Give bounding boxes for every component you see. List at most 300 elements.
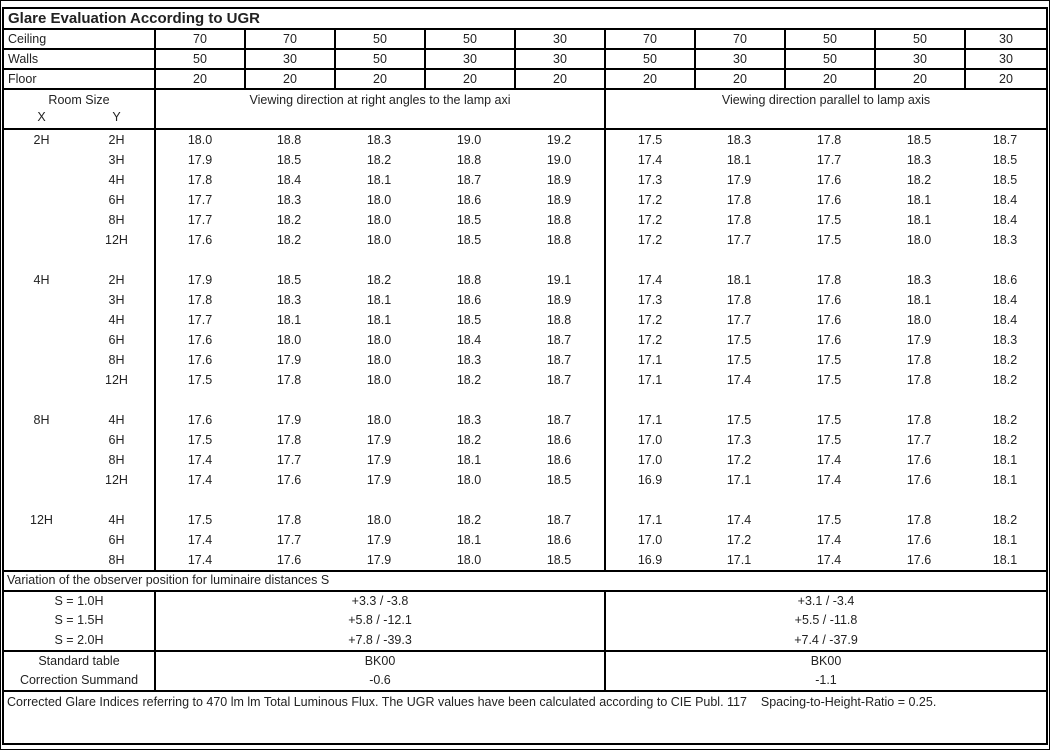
ugr-value: 17.2 [604, 210, 694, 230]
s-row [4, 631, 1046, 650]
ugr-value: 18.7 [546, 373, 572, 387]
data-row [4, 370, 1046, 390]
ugr-value: 18.8 [456, 153, 482, 167]
ugr-value: 18.2 [992, 413, 1018, 427]
ugr-value: 17.7 [276, 533, 302, 547]
ugr-value: 17.6 [906, 473, 932, 487]
ugr-value: 17.4 [154, 550, 244, 570]
right-heading: Viewing direction parallel to lamp axis [604, 90, 1046, 128]
surface-value: 30 [514, 30, 604, 48]
ugr-value: 17.9 [154, 270, 244, 290]
ugr-value: 18.9 [546, 193, 572, 207]
ugr-value: 18.5 [546, 473, 572, 487]
spacer [874, 390, 964, 410]
surface-value: 30 [964, 30, 1046, 48]
room-y: 12H [105, 373, 128, 387]
s-rows [4, 592, 1046, 652]
ugr-value: 18.2 [992, 373, 1018, 387]
ugr-value: 18.8 [546, 233, 572, 247]
data-row [4, 230, 1046, 250]
data-row [4, 130, 1046, 150]
ugr-value: 18.1 [906, 213, 932, 227]
ugr-value: 17.4 [816, 553, 842, 567]
correction-label: Correction Summand [19, 673, 139, 687]
ugr-value: 17.6 [816, 333, 842, 347]
ugr-value: 17.6 [276, 473, 302, 487]
ugr-value: 18.1 [726, 153, 752, 167]
ugr-value: 17.9 [366, 453, 392, 467]
surface-value: 50 [784, 30, 874, 48]
ugr-value: 18.6 [992, 273, 1018, 287]
spacer [604, 250, 694, 270]
room-y: 6H [108, 193, 125, 207]
ugr-value: 17.6 [276, 553, 302, 567]
surface-value: 50 [334, 50, 424, 68]
ugr-value: 18.9 [546, 293, 572, 307]
room-x [4, 370, 79, 390]
ugr-value: 17.4 [816, 453, 842, 467]
ugr-value: 17.4 [154, 470, 244, 490]
room-x: 2H [33, 133, 50, 147]
ugr-value: 19.0 [546, 153, 572, 167]
ugr-value: 17.6 [906, 453, 932, 467]
ugr-value: 17.5 [154, 430, 244, 450]
ugr-value: 17.8 [816, 133, 842, 147]
correction-row [4, 671, 1046, 690]
s-label: S = 2.0H [54, 632, 104, 647]
ugr-value: 17.5 [816, 353, 842, 367]
s-label: S = 1.5H [54, 613, 104, 628]
ugr-value: 18.0 [366, 373, 392, 387]
spacer [244, 490, 334, 510]
room-y: 4H [108, 513, 125, 527]
ugr-value: 18.3 [726, 133, 752, 147]
surface-value: 20 [694, 70, 784, 88]
s-right-value: +5.5 / -11.8 [604, 611, 1046, 630]
spacer-row [4, 490, 1046, 510]
ugr-value: 19.2 [546, 133, 572, 147]
ugr-value: 17.7 [906, 433, 932, 447]
s-left-value: +5.8 / -12.1 [154, 611, 604, 630]
ugr-value: 17.2 [604, 330, 694, 350]
ugr-value: 18.3 [906, 153, 932, 167]
ugr-value: 17.7 [816, 153, 842, 167]
ugr-value: 17.7 [154, 310, 244, 330]
surface-rows [4, 30, 1046, 90]
ugr-value: 18.4 [276, 173, 302, 187]
ugr-value: 18.3 [366, 133, 392, 147]
ugr-value: 18.2 [366, 273, 392, 287]
ugr-value: 18.0 [366, 353, 392, 367]
data-row [4, 550, 1046, 570]
ugr-value: 17.5 [726, 333, 752, 347]
ugr-value: 17.1 [726, 553, 752, 567]
ugr-value: 17.4 [154, 450, 244, 470]
ugr-value: 18.2 [456, 373, 482, 387]
ugr-value: 16.9 [604, 550, 694, 570]
spacer [964, 390, 1046, 410]
table-title: Glare Evaluation According to UGR [4, 9, 1046, 30]
ugr-value: 17.4 [816, 473, 842, 487]
ugr-value: 18.1 [726, 273, 752, 287]
ugr-value: 17.8 [816, 273, 842, 287]
surface-value: 50 [784, 50, 874, 68]
ugr-value: 18.0 [366, 333, 392, 347]
ugr-value: 17.2 [604, 190, 694, 210]
spacer [424, 490, 514, 510]
ugr-value: 19.1 [546, 273, 572, 287]
ugr-value: 17.7 [726, 233, 752, 247]
ugr-value: 18.4 [992, 213, 1018, 227]
data-row [4, 290, 1046, 310]
ugr-value: 18.3 [906, 273, 932, 287]
correction-right-value: BK00 [604, 652, 1046, 671]
ugr-value: 17.9 [906, 333, 932, 347]
ugr-value: 18.2 [992, 353, 1018, 367]
room-x [4, 150, 79, 170]
room-x [4, 170, 79, 190]
ugr-value: 17.3 [604, 170, 694, 190]
ugr-value: 18.6 [456, 193, 482, 207]
ugr-value: 17.9 [366, 473, 392, 487]
ugr-value: 18.2 [456, 433, 482, 447]
correction-left-value: -0.6 [154, 671, 604, 690]
ugr-value: 18.3 [992, 233, 1018, 247]
room-y: 2H [108, 133, 125, 147]
spacer-row [4, 390, 1046, 410]
ugr-value: 18.8 [456, 273, 482, 287]
data-row [4, 150, 1046, 170]
surface-row [4, 70, 1046, 90]
ugr-value: 17.2 [604, 230, 694, 250]
surface-value: 20 [244, 70, 334, 88]
surface-row [4, 30, 1046, 50]
ugr-value: 17.3 [604, 290, 694, 310]
data-row [4, 530, 1046, 550]
ugr-value: 17.9 [154, 150, 244, 170]
spacer [604, 390, 694, 410]
xy-labels [4, 110, 154, 128]
ugr-value: 18.5 [546, 553, 572, 567]
room-x: 8H [33, 413, 50, 427]
ugr-value: 18.1 [992, 473, 1018, 487]
room-y: 4H [108, 413, 125, 427]
ugr-value: 17.9 [276, 353, 302, 367]
surface-value: 30 [874, 50, 964, 68]
spacer [874, 250, 964, 270]
ugr-value: 18.1 [906, 293, 932, 307]
room-y: 4H [108, 313, 125, 327]
spacer [4, 390, 79, 410]
spacer [514, 390, 604, 410]
surface-value: 30 [964, 50, 1046, 68]
ugr-value: 17.9 [276, 413, 302, 427]
room-size-label: Room Size [48, 93, 110, 107]
ugr-value: 18.7 [546, 333, 572, 347]
room-x [4, 330, 79, 350]
spacer [604, 490, 694, 510]
room-x [4, 210, 79, 230]
ugr-value: 18.4 [992, 193, 1018, 207]
s-row [4, 611, 1046, 630]
ugr-value: 18.0 [456, 473, 482, 487]
ugr-value: 17.8 [726, 213, 752, 227]
ugr-value: 18.6 [546, 433, 572, 447]
data-row [4, 170, 1046, 190]
spacer [424, 250, 514, 270]
correction-label: Standard table [38, 654, 120, 668]
ugr-value: 17.5 [816, 433, 842, 447]
ugr-value: 17.6 [154, 230, 244, 250]
data-row [4, 310, 1046, 330]
room-y: 6H [108, 433, 125, 447]
spacer [4, 490, 79, 510]
ugr-value: 18.5 [992, 173, 1018, 187]
data-row [4, 350, 1046, 370]
ugr-value: 18.0 [366, 233, 392, 247]
ugr-value: 18.6 [546, 453, 572, 467]
left-heading: Viewing direction at right angles to the lamp axi [154, 90, 604, 128]
ugr-value: 17.5 [816, 213, 842, 227]
surface-value: 20 [424, 70, 514, 88]
ugr-value: 18.3 [992, 333, 1018, 347]
ugr-value: 17.6 [154, 330, 244, 350]
ugr-value: 17.1 [604, 370, 694, 390]
ugr-value: 17.7 [154, 210, 244, 230]
ugr-value: 18.2 [992, 433, 1018, 447]
spacer [874, 490, 964, 510]
room-x [4, 310, 79, 330]
spacer [694, 390, 784, 410]
spacer [4, 250, 79, 270]
ugr-value: 18.0 [366, 193, 392, 207]
ugr-value: 18.5 [276, 153, 302, 167]
ugr-value: 17.6 [816, 173, 842, 187]
ugr-value: 18.1 [992, 553, 1018, 567]
ugr-value: 17.5 [816, 373, 842, 387]
ugr-value: 18.1 [906, 193, 932, 207]
ugr-value: 17.5 [154, 370, 244, 390]
correction-right-value: -1.1 [604, 671, 1046, 690]
spacer [244, 250, 334, 270]
ugr-value: 17.2 [726, 533, 752, 547]
surface-label: Walls [8, 52, 39, 66]
spacer [424, 390, 514, 410]
room-y: 4H [108, 173, 125, 187]
ugr-value: 17.0 [604, 530, 694, 550]
surface-value: 20 [334, 70, 424, 88]
room-size-header [4, 90, 154, 128]
ugr-value: 18.1 [366, 293, 392, 307]
s-row [4, 592, 1046, 611]
ugr-value: 18.9 [546, 173, 572, 187]
ugr-value: 18.3 [456, 413, 482, 427]
surface-value: 20 [874, 70, 964, 88]
ugr-value: 18.5 [992, 153, 1018, 167]
spacer [334, 250, 424, 270]
room-y: 12H [105, 473, 128, 487]
ugr-value: 17.5 [816, 513, 842, 527]
room-x [4, 530, 79, 550]
ugr-value: 17.4 [726, 373, 752, 387]
footer-note: Corrected Glare Indices referring to 470 lm lm Total Luminous Flux. The UGR values have been calculated according to CIE Publ. 117 Spacing-to-Height-Ratio = 0.25. [7, 695, 937, 709]
spacer [514, 250, 604, 270]
ugr-value: 19.0 [456, 133, 482, 147]
s-right-value: +3.1 / -3.4 [604, 592, 1046, 611]
ugr-value: 17.5 [816, 413, 842, 427]
ugr-value: 17.6 [154, 410, 244, 430]
spacer [154, 490, 244, 510]
ugr-value: 18.5 [276, 273, 302, 287]
ugr-value: 18.5 [456, 233, 482, 247]
spacer [79, 490, 154, 510]
ugr-value: 18.0 [906, 233, 932, 247]
room-x: 4H [33, 273, 50, 287]
room-x [4, 550, 79, 570]
ugr-value: 17.9 [366, 533, 392, 547]
data-row [4, 270, 1046, 290]
column-header-row [4, 90, 1046, 130]
room-x [4, 230, 79, 250]
surface-value: 70 [154, 30, 244, 48]
room-x: 12H [30, 513, 53, 527]
surface-value: 20 [604, 70, 694, 88]
ugr-table [2, 7, 1048, 745]
surface-value: 70 [244, 30, 334, 48]
s-left-value: +7.8 / -39.3 [154, 631, 604, 650]
s-left-value: +3.3 / -3.8 [154, 592, 604, 611]
data-row [4, 450, 1046, 470]
ugr-value: 18.7 [456, 173, 482, 187]
ugr-value: 18.7 [992, 133, 1018, 147]
surface-value: 20 [784, 70, 874, 88]
room-y: 8H [108, 453, 125, 467]
ugr-value: 17.0 [604, 450, 694, 470]
ugr-value: 17.5 [604, 130, 694, 150]
ugr-value: 17.5 [816, 233, 842, 247]
ugr-value: 18.2 [992, 513, 1018, 527]
ugr-value: 18.8 [546, 213, 572, 227]
ugr-value: 17.1 [604, 510, 694, 530]
room-y: 6H [108, 333, 125, 347]
surface-label: Floor [8, 72, 37, 86]
ugr-value: 18.1 [276, 313, 302, 327]
surface-value: 50 [874, 30, 964, 48]
correction-rows [4, 652, 1046, 692]
ugr-value: 18.0 [366, 413, 392, 427]
data-row [4, 330, 1046, 350]
ugr-value: 17.6 [154, 350, 244, 370]
s-label: S = 1.0H [54, 594, 104, 608]
surface-row [4, 50, 1046, 70]
surface-value: 30 [424, 50, 514, 68]
ugr-value: 17.4 [604, 270, 694, 290]
ugr-value: 17.7 [726, 313, 752, 327]
ugr-value: 17.9 [726, 173, 752, 187]
room-x [4, 290, 79, 310]
ugr-value: 17.8 [276, 513, 302, 527]
ugr-value: 18.7 [546, 413, 572, 427]
ugr-value: 17.1 [726, 473, 752, 487]
ugr-value: 17.8 [276, 433, 302, 447]
ugr-value: 18.8 [546, 313, 572, 327]
ugr-value: 17.4 [604, 150, 694, 170]
surface-value: 30 [244, 50, 334, 68]
ugr-value: 17.8 [154, 290, 244, 310]
ugr-value: 17.8 [726, 193, 752, 207]
ugr-value: 18.6 [546, 533, 572, 547]
ugr-value: 17.2 [726, 453, 752, 467]
room-y: 2H [108, 273, 125, 287]
ugr-value: 18.1 [992, 453, 1018, 467]
ugr-value: 17.0 [604, 430, 694, 450]
ugr-value: 17.2 [604, 310, 694, 330]
spacer [784, 490, 874, 510]
ugr-value: 17.8 [154, 170, 244, 190]
ugr-value: 16.9 [604, 470, 694, 490]
ugr-value: 17.6 [906, 553, 932, 567]
surface-value: 70 [694, 30, 784, 48]
ugr-value: 17.3 [726, 433, 752, 447]
room-y: 3H [108, 293, 125, 307]
room-x [4, 430, 79, 450]
ugr-value: 18.0 [154, 130, 244, 150]
surface-value: 50 [154, 50, 244, 68]
ugr-value: 18.3 [276, 293, 302, 307]
ugr-value: 17.6 [816, 193, 842, 207]
surface-value: 50 [604, 50, 694, 68]
data-row [4, 190, 1046, 210]
ugr-value: 18.4 [456, 333, 482, 347]
data-row [4, 510, 1046, 530]
ugr-value: 17.1 [604, 350, 694, 370]
ugr-value: 17.6 [816, 313, 842, 327]
ugr-value: 17.6 [906, 533, 932, 547]
y-axis-label: Y [112, 110, 121, 124]
spacer [694, 490, 784, 510]
spacer [154, 250, 244, 270]
spacer [154, 390, 244, 410]
ugr-value: 18.3 [276, 193, 302, 207]
x-axis-label: X [37, 110, 46, 124]
spacer [334, 390, 424, 410]
ugr-value: 17.4 [816, 533, 842, 547]
ugr-value: 17.5 [726, 413, 752, 427]
ugr-value: 17.7 [154, 190, 244, 210]
ugr-value: 18.5 [906, 133, 932, 147]
ugr-value: 18.1 [992, 533, 1018, 547]
ugr-value: 17.6 [816, 293, 842, 307]
ugr-value: 18.2 [906, 173, 932, 187]
room-x [4, 450, 79, 470]
data-row [4, 410, 1046, 430]
spacer [514, 490, 604, 510]
ugr-value: 18.1 [456, 453, 482, 467]
surface-value: 50 [334, 30, 424, 48]
variation-heading: Variation of the observer position for luminaire distances S [4, 572, 1046, 592]
ugr-value: 18.7 [546, 513, 572, 527]
ugr-value: 17.5 [154, 510, 244, 530]
ugr-value: 18.1 [366, 173, 392, 187]
s-right-value: +7.4 / -37.9 [604, 631, 1046, 650]
surface-value: 20 [514, 70, 604, 88]
ugr-value: 18.0 [906, 313, 932, 327]
ugr-value: 18.0 [366, 213, 392, 227]
room-y: 8H [108, 213, 125, 227]
ugr-value: 17.8 [906, 513, 932, 527]
ugr-value: 17.9 [366, 433, 392, 447]
ugr-value: 17.7 [276, 453, 302, 467]
